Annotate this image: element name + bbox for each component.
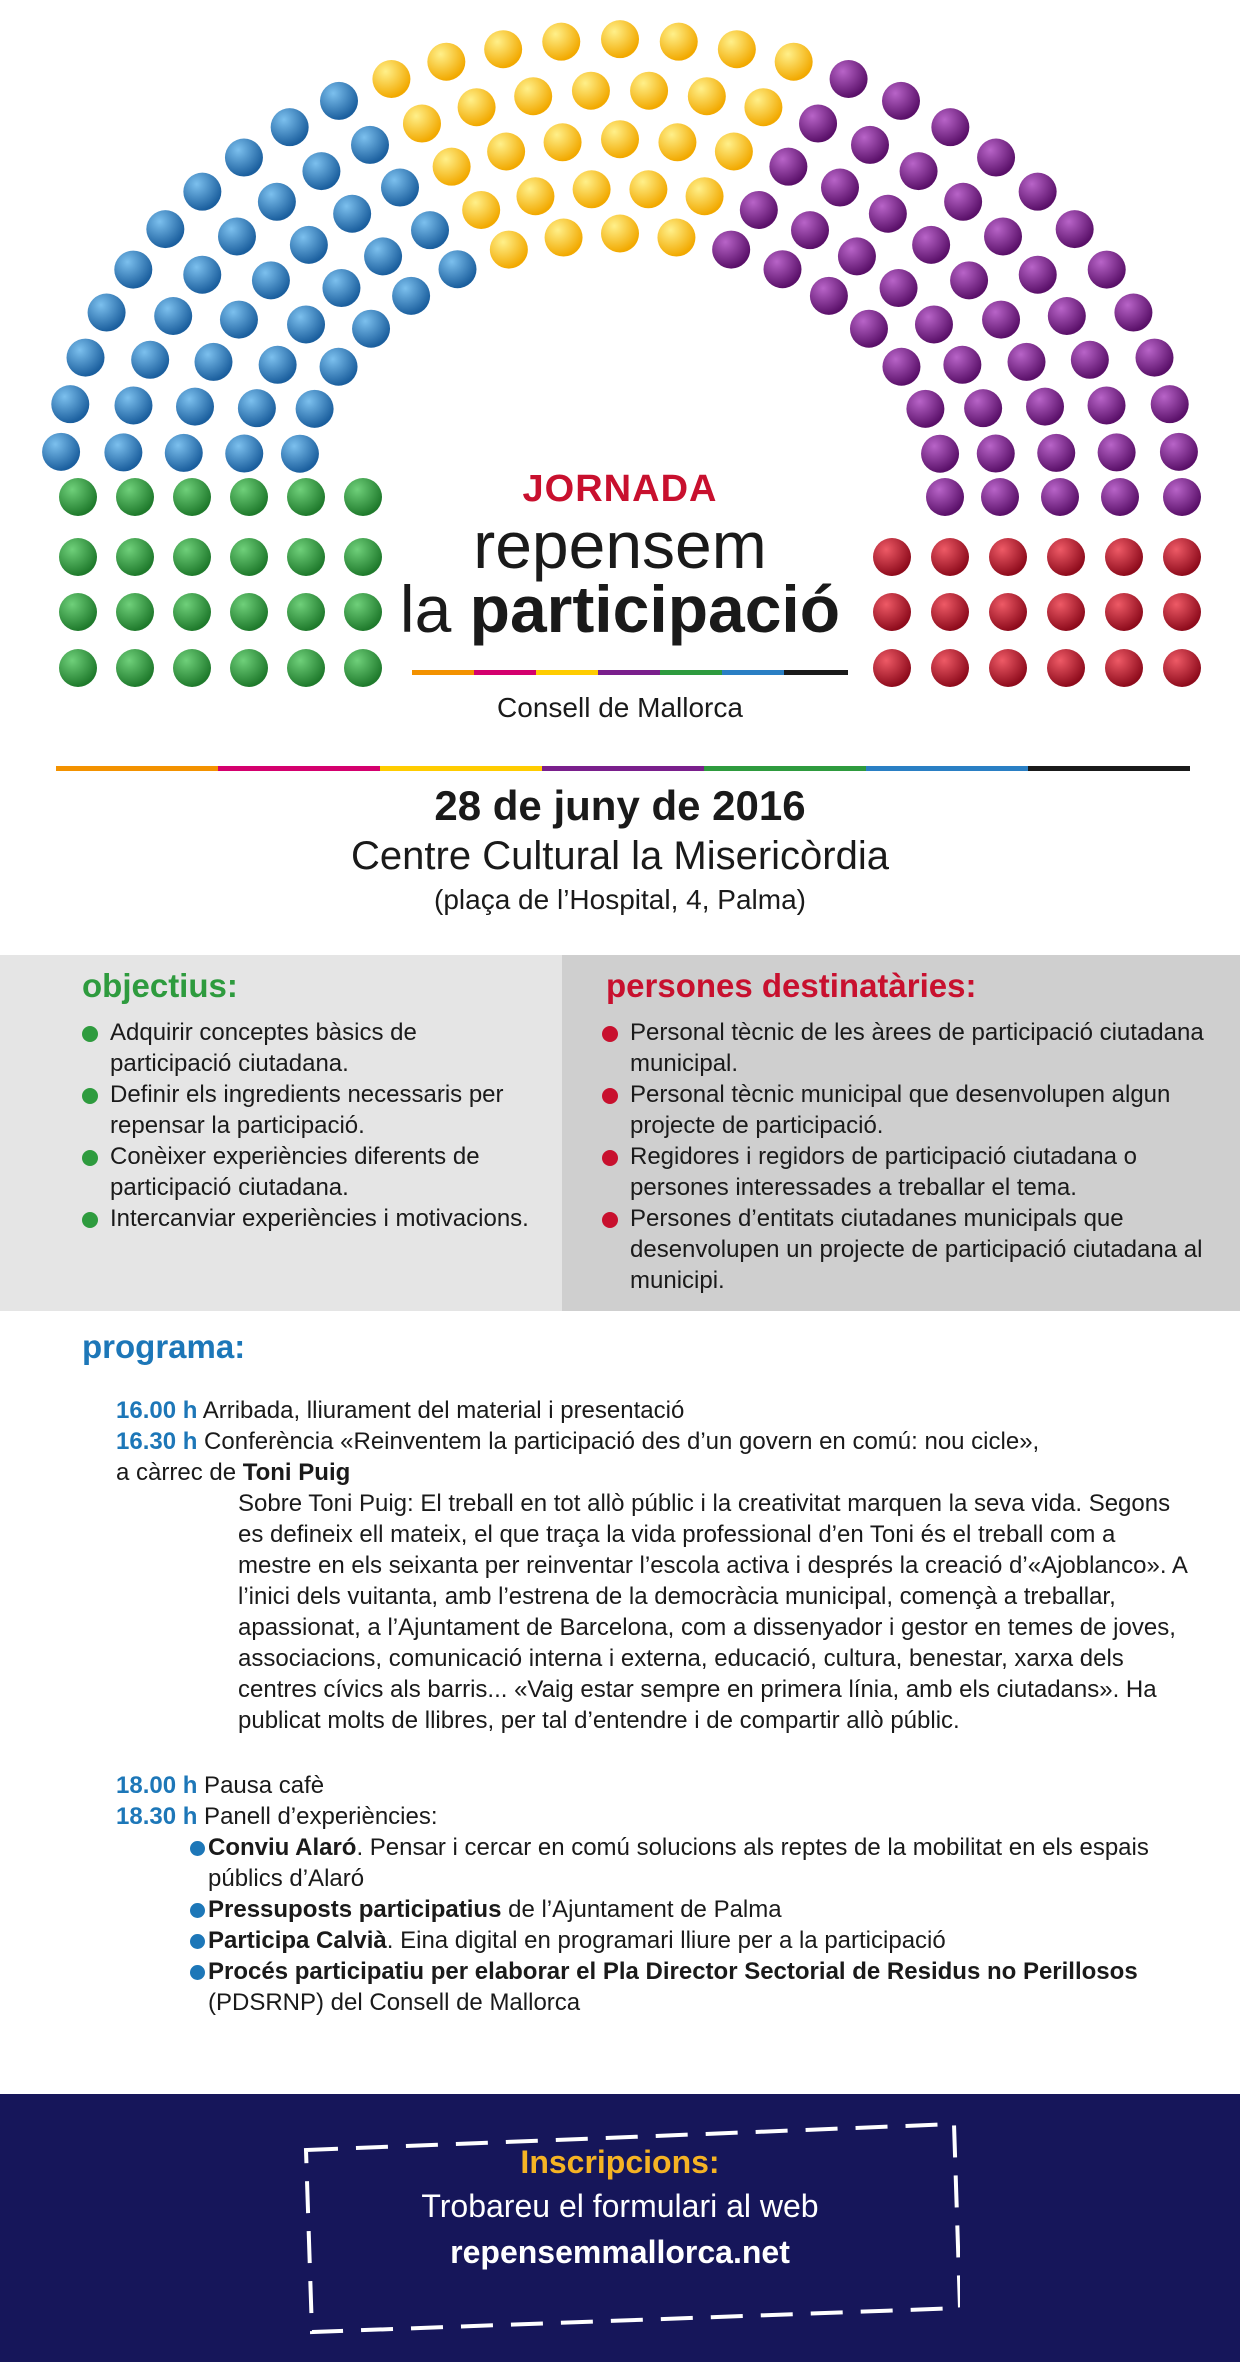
seat-blue (238, 389, 276, 427)
seat-purple (906, 390, 944, 428)
color-stripe-small (412, 670, 848, 675)
inscripcions-url[interactable]: repensemmallorca.net (450, 2234, 790, 2270)
list-item: Conèixer experiències diferents de participació ciutadana. (82, 1141, 542, 1203)
seat-red (1105, 593, 1143, 631)
seat-blue (296, 390, 334, 428)
seat-yellow (542, 23, 580, 61)
seat-purple (1041, 478, 1079, 516)
seat-purple (981, 478, 1019, 516)
seat-purple (977, 435, 1015, 473)
seat-green (116, 593, 154, 631)
title-repensem: repensem (473, 508, 767, 582)
seat-blue (392, 277, 430, 315)
seat-purple (769, 148, 807, 186)
seat-purple (1019, 173, 1057, 211)
schedule-item-pausa: 18.00 h Pausa cafè (116, 1772, 325, 1799)
seat-purple (880, 269, 918, 307)
seat-green (116, 478, 154, 516)
seat-blue (271, 108, 309, 146)
seat-blue (351, 126, 389, 164)
bullet-icon (82, 1088, 98, 1104)
bullet-icon (190, 1934, 205, 1949)
seat-purple (869, 195, 907, 233)
bullet-icon (82, 1026, 98, 1042)
destinataries-list (602, 1017, 1232, 1296)
time-label: 16.30 h (116, 1428, 198, 1455)
seat-blue (218, 217, 256, 255)
seat-blue (320, 348, 358, 386)
seat-yellow (490, 231, 528, 269)
seat-yellow (658, 123, 696, 161)
seat-blue (131, 341, 169, 379)
bullet-icon (602, 1150, 618, 1166)
seat-purple (926, 478, 964, 516)
seat-purple (984, 217, 1022, 255)
seat-yellow (601, 215, 639, 253)
bullet-icon (82, 1212, 98, 1228)
seat-blue (225, 139, 263, 177)
seat-green (59, 478, 97, 516)
seat-blue (183, 173, 221, 211)
seat-green (230, 593, 268, 631)
seat-blue (364, 237, 402, 275)
seat-purple (882, 348, 920, 386)
seat-red (989, 538, 1027, 576)
inscripcions-label: Inscripcions: (520, 2144, 720, 2180)
list-item: Pressuposts participatius de l’Ajuntament de Palma (190, 1894, 1190, 1925)
title-participacio-bold: participació (469, 572, 841, 646)
programa-title: programa: (82, 1328, 246, 1365)
seat-red (1105, 649, 1143, 687)
seat-green (116, 649, 154, 687)
seat-purple (1088, 386, 1126, 424)
seat-green (287, 538, 325, 576)
seat-green (173, 538, 211, 576)
seat-blue (146, 210, 184, 248)
seat-green (59, 538, 97, 576)
seat-purple (1163, 478, 1201, 516)
programa-schedule (116, 1395, 1196, 2018)
seat-yellow (545, 219, 583, 257)
destinataries-title: persones destinatàries: (606, 967, 977, 1004)
seat-yellow (372, 60, 410, 98)
seat-purple (1019, 256, 1057, 294)
seat-blue (114, 386, 152, 424)
seat-blue (290, 226, 328, 264)
seat-blue (225, 435, 263, 473)
seat-yellow (458, 88, 496, 126)
seat-green (344, 649, 382, 687)
seat-purple (964, 389, 1002, 427)
seat-blue (258, 183, 296, 221)
seat-yellow (718, 30, 756, 68)
seat-purple (921, 435, 959, 473)
seat-yellow (427, 43, 465, 81)
seat-yellow (572, 72, 610, 110)
seat-yellow (601, 20, 639, 58)
inscripcions-footer (0, 2094, 1240, 2362)
seat-purple (764, 250, 802, 288)
seat-yellow (514, 77, 552, 115)
schedule-item-conferencia: 16.30 h Conferència «Reinventem la participació des d’un govern en comú: nou cicle», (116, 1428, 1040, 1455)
bullet-icon (190, 1841, 205, 1856)
seat-purple (850, 310, 888, 348)
seat-purple (838, 237, 876, 275)
seat-purple (950, 261, 988, 299)
seat-purple (912, 226, 950, 264)
seat-blue (220, 301, 258, 339)
seat-blue (411, 211, 449, 249)
bullet-icon (82, 1150, 98, 1166)
seat-green (287, 649, 325, 687)
seat-purple (1008, 343, 1046, 381)
bullet-icon (602, 1026, 618, 1042)
seat-purple (900, 152, 938, 190)
seat-red (873, 538, 911, 576)
seat-red (931, 649, 969, 687)
list-item: Persones d’entitats ciutadanes municipals que desenvolupen un projecte de participació ciutadana al municipi. (602, 1203, 1232, 1296)
seat-yellow (462, 191, 500, 229)
title-la: la (399, 572, 470, 646)
time-label: 18.00 h (116, 1772, 198, 1799)
objectius-panel (0, 955, 562, 1311)
seat-purple (791, 211, 829, 249)
list-item: Participa Calvià. Eina digital en programari lliure per a la participació (190, 1925, 1190, 1956)
seat-purple (915, 305, 953, 343)
seat-purple (977, 139, 1015, 177)
seat-purple (944, 183, 982, 221)
seat-green (116, 538, 154, 576)
seat-purple (1071, 341, 1109, 379)
jornada-label: JORNADA (522, 468, 718, 510)
seat-purple (1098, 433, 1136, 471)
seat-green (59, 649, 97, 687)
seat-purple (851, 126, 889, 164)
seat-red (1163, 649, 1201, 687)
seat-yellow (487, 132, 525, 170)
seat-purple (712, 231, 750, 269)
seat-purple (943, 346, 981, 384)
seat-red (989, 593, 1027, 631)
seat-purple (982, 301, 1020, 339)
seat-purple (1101, 478, 1139, 516)
seat-red (1047, 538, 1085, 576)
list-item: Personal tècnic de les àrees de participació ciutadana municipal. (602, 1017, 1232, 1079)
seat-blue (287, 305, 325, 343)
seat-yellow (657, 219, 695, 257)
list-item: Conviu Alaró. Pensar i cercar en comú solucions als reptes de la mobilitat en els espais públics d’Alaró (190, 1832, 1190, 1894)
list-item: Adquirir conceptes bàsics de participació ciutadana. (82, 1017, 542, 1079)
color-stripe-long (56, 766, 1190, 771)
seat-green (230, 478, 268, 516)
seat-yellow (544, 123, 582, 161)
seat-red (1047, 593, 1085, 631)
time-label: 18.30 h (116, 1803, 198, 1830)
seat-yellow (573, 170, 611, 208)
experiences-list (190, 1832, 1190, 2018)
seat-blue (381, 169, 419, 207)
seat-green (344, 593, 382, 631)
seat-green (344, 478, 382, 516)
seat-green (230, 538, 268, 576)
bullet-icon (602, 1088, 618, 1104)
seat-red (873, 649, 911, 687)
seat-green (287, 593, 325, 631)
seat-yellow (630, 72, 668, 110)
seat-green (59, 593, 97, 631)
seat-green (173, 649, 211, 687)
seat-yellow (744, 88, 782, 126)
event-address: (plaça de l’Hospital, 4, Palma) (434, 884, 806, 915)
bullet-icon (190, 1965, 205, 1980)
seat-blue (165, 434, 203, 472)
speaker-name: Toni Puig (242, 1459, 351, 1486)
objectius-list (82, 1017, 542, 1234)
seat-blue (352, 310, 390, 348)
seat-blue (333, 195, 371, 233)
list-item: Regidores i regidors de participació ciutadana o persones interessades a treballar el tema. (602, 1141, 1232, 1203)
seat-blue (439, 250, 477, 288)
list-item: Definir els ingredients necessaris per repensar la participació. (82, 1079, 542, 1141)
event-date: 28 de juny de 2016 (434, 782, 806, 829)
seat-yellow (601, 120, 639, 158)
seat-purple (931, 108, 969, 146)
event-venue: Centre Cultural la Misericòrdia (351, 834, 889, 878)
seat-purple (882, 82, 920, 120)
seat-red (1047, 649, 1085, 687)
bullet-icon (190, 1903, 205, 1918)
seat-red (1163, 593, 1201, 631)
seat-red (873, 593, 911, 631)
seat-blue (88, 294, 126, 332)
seat-purple (830, 60, 868, 98)
bullet-icon (602, 1212, 618, 1228)
seat-blue (183, 256, 221, 294)
seat-green (173, 478, 211, 516)
seat-purple (799, 105, 837, 143)
seat-yellow (516, 177, 554, 215)
seat-purple (1026, 388, 1064, 426)
seat-yellow (484, 30, 522, 68)
destinataries-panel (562, 955, 1240, 1311)
list-item: Intercanviar experiències i motivacions. (82, 1203, 542, 1234)
seat-blue (302, 152, 340, 190)
list-item: Personal tècnic municipal que desenvolupen algun projecte de participació. (602, 1079, 1232, 1141)
seat-yellow (686, 177, 724, 215)
seat-yellow (775, 43, 813, 81)
list-item: Procés participatiu per elaborar el Pla Director Sectorial de Residus no Perillosos (PDSRNP) del Consell de Mallorca (190, 1956, 1190, 2018)
schedule-item-arribada: 16.00 h Arribada, lliurament del material i presentació (116, 1397, 685, 1424)
schedule-item-panell: 18.30 h Panell d’experiències: (116, 1803, 438, 1830)
speaker-line: a càrrec de Toni Puig (116, 1459, 351, 1486)
seat-purple (810, 277, 848, 315)
seat-red (1163, 538, 1201, 576)
seat-blue (259, 346, 297, 384)
seat-blue (322, 269, 360, 307)
seat-blue (176, 388, 214, 426)
seat-yellow (688, 77, 726, 115)
seat-blue (42, 433, 80, 471)
seat-blue (194, 343, 232, 381)
seat-purple (740, 191, 778, 229)
seat-blue (51, 385, 89, 423)
seat-red (989, 649, 1027, 687)
seat-blue (67, 339, 105, 377)
seat-yellow (403, 105, 441, 143)
time-label: 16.00 h (116, 1397, 198, 1424)
seat-yellow (433, 148, 471, 186)
inscripcions-text: Trobareu el formulari al web (421, 2188, 819, 2224)
seat-purple (1114, 294, 1152, 332)
objectius-title: objectius: (82, 967, 238, 1004)
seat-red (1105, 538, 1143, 576)
seat-blue (114, 251, 152, 289)
seat-purple (1048, 297, 1086, 335)
seat-yellow (629, 170, 667, 208)
seat-green (173, 593, 211, 631)
seat-purple (1088, 251, 1126, 289)
seat-purple (1037, 434, 1075, 472)
seat-purple (1056, 210, 1094, 248)
title-participacio (380, 574, 860, 644)
seat-purple (1151, 385, 1189, 423)
seat-yellow (660, 23, 698, 61)
seat-green (287, 478, 325, 516)
seat-yellow (715, 132, 753, 170)
seat-red (931, 538, 969, 576)
seat-purple (1160, 433, 1198, 471)
seat-purple (821, 169, 859, 207)
seat-blue (252, 261, 290, 299)
organizer-name: Consell de Mallorca (497, 692, 743, 723)
seat-green (344, 538, 382, 576)
seat-green (230, 649, 268, 687)
seat-red (931, 593, 969, 631)
seat-purple (1135, 339, 1173, 377)
speaker-bio: Sobre Toni Puig: El treball en tot allò públic i la creativitat marquen la seva vida. Segons es defineix ell mateix, el que traça la vida professional d’en Toni és el treball com a mestre en els seixanta per reinventar l’escola activa i després la creació d’«Ajoblanco». A l’inici dels vuitanta, amb l’estrena de la democràcia municipal, començà a treballar, apassionat, a l’Ajuntament de Barcelona, com a dissenyador i gestor en temes de joves, associacions, comunicació interna i externa, educació, cultura, benestar, xarxa dels centres cívics als barris... «Vaig estar sempre en primera línia, amb els ciutadans». Ha publicat molts de llibres, per tal d’entendre i de compartir allò públic. (238, 1490, 1187, 1734)
seat-blue (154, 297, 192, 335)
seat-blue (104, 433, 142, 471)
seat-blue (320, 82, 358, 120)
seat-blue (281, 435, 319, 473)
